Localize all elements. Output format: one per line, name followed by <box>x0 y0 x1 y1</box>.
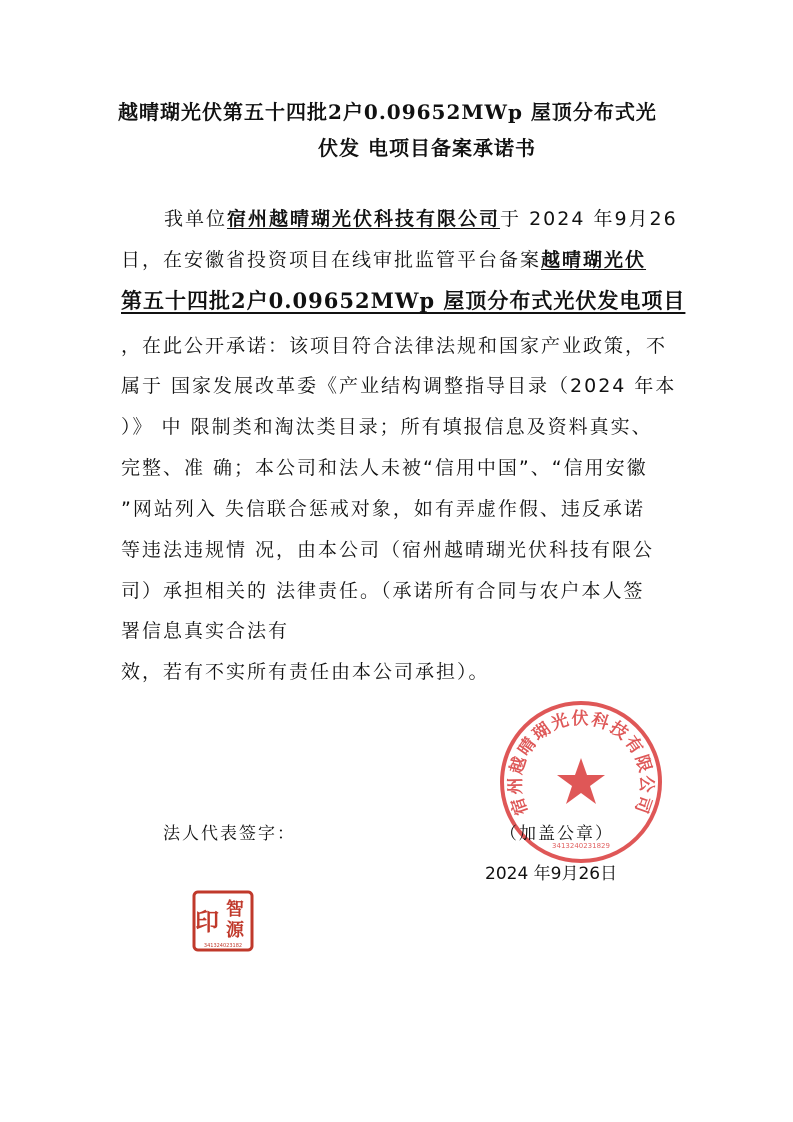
body-line-6: ）》 中 限制类和淘汰类目录；所有填报信息及资料真实、 <box>121 416 653 438</box>
star-icon <box>557 758 605 804</box>
personal-seal-char-top: 智 <box>226 899 244 920</box>
seal-note: （加盖公章） <box>500 824 614 844</box>
signature-date: 2024 年9月26日 <box>485 864 618 884</box>
document-title-line2: 伏发 电项目备案承诺书 <box>318 136 536 160</box>
body-line-10: 司）承担相关的 法律责任。（承诺所有合同与农户本人签 <box>121 580 645 602</box>
body-prefix: 我单位 <box>164 208 228 230</box>
document-title-line1: 越晴瑚光伏第五十四批2户0.09652MWp 屋顶分布式光 <box>118 100 657 124</box>
personal-seal-number: 341324023182 <box>203 943 243 949</box>
personal-seal <box>192 890 254 952</box>
body-line-5: 属于 国家发展改革委《产业结构调整指导目录（2024 年本 <box>121 375 677 397</box>
body-platform-text: 日，在安徽省投资项目在线审批监管平台备案 <box>121 249 542 271</box>
company-seal-number: 3413240231829 <box>552 842 610 850</box>
company-name: 宿州越晴瑚光伏科技有限公司 <box>227 208 501 230</box>
body-line-8: ”网站列入 失信联合惩戒对象，如有弄虚作假、违反承诺 <box>121 498 645 520</box>
signature-label: 法人代表签字： <box>163 824 296 844</box>
body-line-1 <box>164 204 678 231</box>
personal-seal-char-bottom: 源 <box>226 920 244 941</box>
body-line-4: ，在此公开承诺：该项目符合法律法规和国家产业政策，不 <box>121 335 668 357</box>
project-name-part2: 第五十四批2户0.09652MWp 屋顶分布式光伏发电项目 <box>121 288 686 313</box>
body-date-text: 于 2024 年9月26 <box>500 208 678 230</box>
body-line-12: 效，若有不实所有责任由本公司承担）。 <box>121 661 490 683</box>
body-line-2 <box>121 245 646 272</box>
body-line-7: 完整、准 确；本公司和法人未被“信用中国”、“信用安徽 <box>121 457 648 479</box>
body-line-11: 署信息真实合法有 <box>121 620 290 642</box>
body-line-9: 等违法违规情 况，由本公司（宿州越晴瑚光伏科技有限公 <box>121 539 655 561</box>
personal-seal-char-left: 印 <box>195 908 219 936</box>
project-name-part1: 越晴瑚光伏 <box>541 249 647 271</box>
company-seal-text: 宿州越晴瑚光伏科技有限公司 <box>505 708 657 818</box>
